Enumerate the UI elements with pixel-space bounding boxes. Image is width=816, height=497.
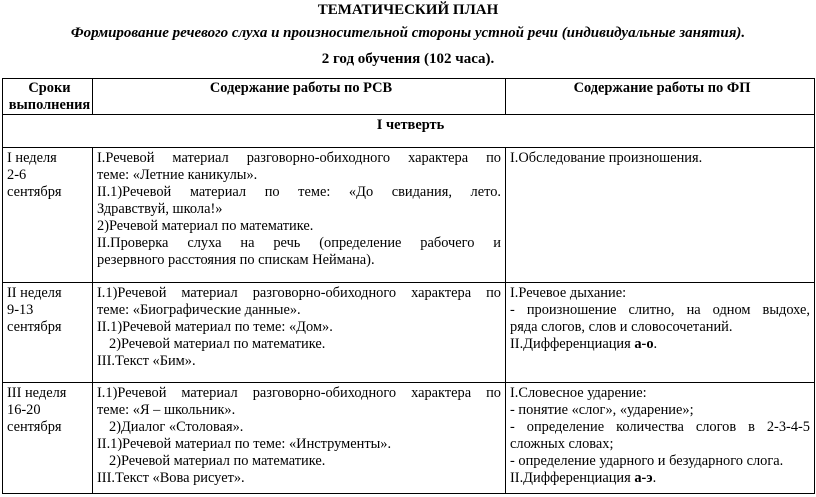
- rsv-line: 2)Диалог «Столовая».: [109, 419, 244, 435]
- table-header-row: [3, 79, 815, 115]
- rsv-line: I.Речевой материал разговорно-обиходного характера по: [97, 150, 501, 166]
- column-header-period: [3, 79, 93, 115]
- rsv-line: Здравствуй, школа!»: [97, 201, 223, 217]
- rsv-line: II.1)Речевой материал по теме: «Дом».: [97, 319, 333, 335]
- fp-line: I.Обследование произношения.: [510, 150, 703, 166]
- fp-line: I.Словесное ударение:: [510, 385, 647, 401]
- rsv-line: 2)Речевой материал по математике.: [109, 336, 326, 352]
- period-week: II неделя: [7, 285, 62, 301]
- rsv-line: III.Текст «Вова рисует».: [97, 470, 245, 486]
- period-days: 16-20: [7, 402, 41, 418]
- rsv-line: 2)Речевой материал по математике.: [109, 453, 326, 469]
- fp-line-text: II.Дифференциация: [510, 336, 635, 352]
- fp-cell: [506, 148, 815, 283]
- rsv-line: I.1)Речевой материал разговорно-обиходного характера по: [97, 385, 501, 401]
- fp-line: - определение количества слогов в 2-3-4-5: [510, 419, 810, 435]
- fp-cell: [506, 283, 815, 383]
- fp-line: - произношение слитно, на одном выдохе,: [510, 302, 810, 318]
- period-week: I неделя: [7, 150, 57, 166]
- period-cell: [3, 148, 93, 283]
- fp-line-end: .: [652, 470, 657, 486]
- period-month: сентября: [7, 319, 62, 335]
- rsv-line: III.Текст «Бим».: [97, 353, 196, 369]
- column-header-rsv: Содержание работы по РСВ: [93, 79, 506, 115]
- rsv-cell: [93, 148, 506, 283]
- fp-cell: [506, 383, 815, 494]
- fp-line: - понятие «слог», «ударение»;: [510, 402, 694, 418]
- rsv-cell: [93, 383, 506, 494]
- fp-line-end: .: [653, 336, 658, 352]
- document-title: ТЕМАТИЧЕСКИЙ ПЛАН: [317, 2, 499, 18]
- fp-line: ряда слогов, слов и словосочетаний.: [510, 319, 733, 335]
- rsv-line: теме: «Летние каникулы».: [97, 167, 258, 183]
- period-cell: [3, 383, 93, 494]
- table-row: [3, 383, 815, 494]
- fp-line: [510, 470, 810, 487]
- rsv-line: II.1)Речевой материал по теме: «Инструменты».: [97, 436, 392, 452]
- period-days: 9-13: [7, 302, 34, 318]
- document-subtitle: Формирование речевого слуха и произносительной стороны устной речи (индивидуальные занятия).: [70, 25, 746, 41]
- rsv-line: теме: «Биографические данные».: [97, 302, 301, 318]
- period-days: 2-6: [7, 167, 27, 183]
- period-month: сентября: [7, 184, 62, 200]
- rsv-line: II.Проверка слуха на речь (определение рабочего и: [97, 235, 501, 251]
- quarter-row: [3, 115, 815, 148]
- fp-line-bold: а-о: [634, 336, 654, 352]
- period-month: сентября: [7, 419, 62, 435]
- rsv-line: резервного расстояния по спискам Неймана).: [97, 252, 375, 268]
- fp-line-bold: а-э: [634, 470, 653, 486]
- rsv-cell: [93, 283, 506, 383]
- table-row: [3, 283, 815, 383]
- column-header-fp: Содержание работы по ФП: [506, 79, 815, 115]
- rsv-line: I.1)Речевой материал разговорно-обиходного характера по: [97, 285, 501, 301]
- rsv-line: теме: «Я – школьник».: [97, 402, 236, 418]
- rsv-line: 2)Речевой материал по математике.: [97, 218, 314, 234]
- column-header-period-line2: выполнения: [8, 97, 91, 113]
- period-week: III неделя: [7, 385, 67, 401]
- fp-line-text: II.Дифференциация: [510, 470, 635, 486]
- period-cell: [3, 283, 93, 383]
- thematic-plan-table: [2, 78, 815, 494]
- fp-line: сложных словах;: [510, 436, 614, 452]
- fp-line: I.Речевое дыхание:: [510, 285, 627, 301]
- table-row: [3, 148, 815, 283]
- fp-line: - определение ударного и безударного слога.: [510, 453, 784, 469]
- rsv-line: II.1)Речевой материал по теме: «До свидания, лето.: [97, 184, 501, 200]
- column-header-period-line1: Сроки: [28, 80, 71, 96]
- study-year: 2 год обучения (102 часа).: [321, 51, 495, 67]
- fp-line: [510, 336, 810, 353]
- quarter-label: I четверть: [3, 115, 815, 148]
